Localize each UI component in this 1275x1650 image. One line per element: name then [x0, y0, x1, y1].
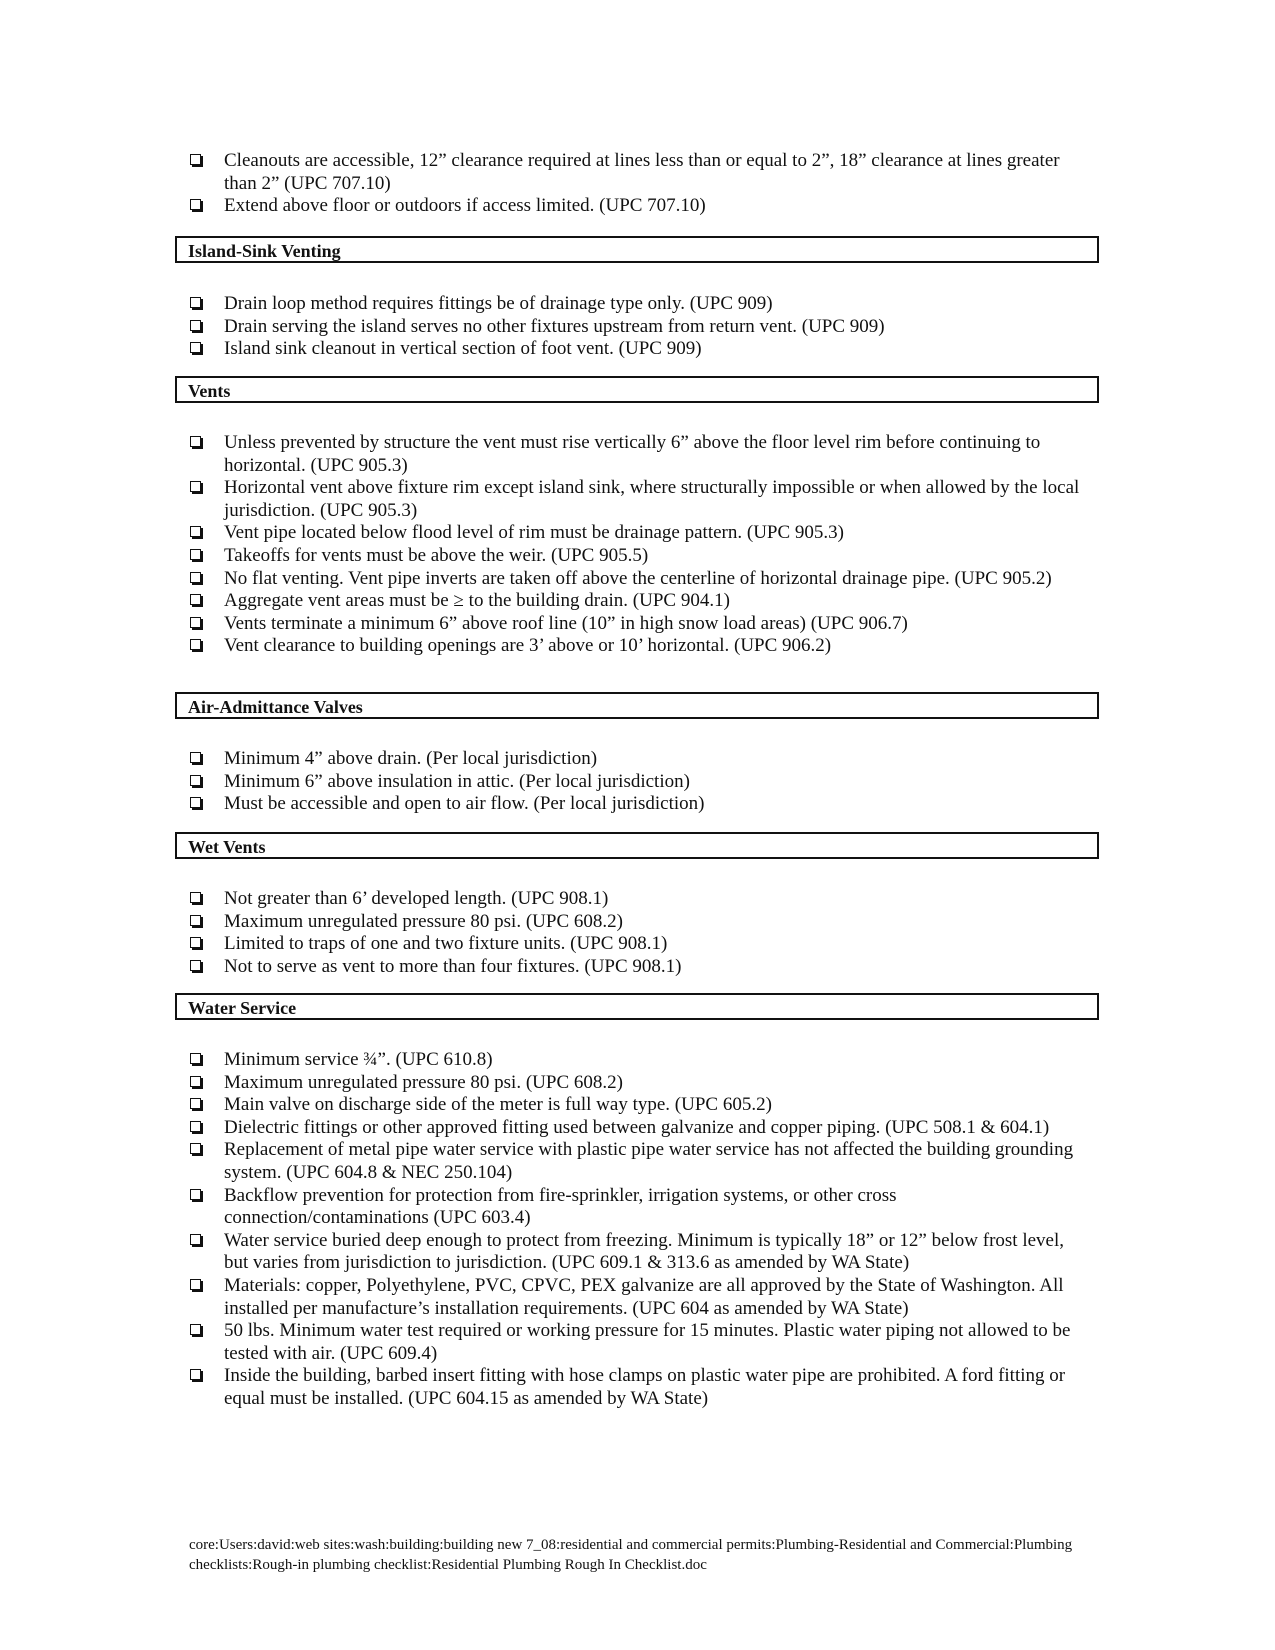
checklist-item — [190, 1320, 1090, 1365]
checklist-item-text: Drain serving the island serves no other fixtures upstream from return vent. (UPC 909) — [224, 315, 885, 337]
checklist-item-text: Island sink cleanout in vertical section of foot vent. (UPC 909) — [224, 338, 702, 360]
checklist-item — [190, 1139, 1090, 1184]
checkbox-icon[interactable] — [190, 752, 201, 763]
checklist-item-text: Horizontal vent above fixture rim except island sink, where structurally impossible or when allowed by the local jurisdiction. (UPC 905.3) — [224, 477, 1080, 521]
checklist-item-text: Unless prevented by structure the vent must rise vertically 6” above the floor level rim before continuing to horizontal. (UPC 905.3) — [224, 432, 1041, 476]
checkbox-icon[interactable] — [190, 960, 201, 971]
section-vents — [175, 376, 1099, 403]
checklist-item-text: Not to serve as vent to more than four fixtures. (UPC 908.1) — [224, 955, 682, 977]
checklist-item-text: Backflow prevention for protection from fire-sprinkler, irrigation systems, or other cross connection/contaminations (UPC 603.4) — [224, 1184, 897, 1229]
checklist-item-text: Inside the building, barbed insert fitting with hose clamps on plastic water pipe are prohibited. A ford fitting or equal must be installed. (UPC 604.15 as amended by WA State) — [224, 1365, 1066, 1409]
checklist-item — [190, 195, 1090, 218]
checkbox-icon[interactable] — [190, 320, 201, 331]
checklist-item-text: Drain loop method requires fittings be of drainage type only. (UPC 909) — [224, 293, 773, 314]
checklist-item-text: Maximum unregulated pressure 80 psi. (UPC 608.2) — [224, 910, 623, 932]
checklist-item-text: Minimum service ¾”. (UPC 610.8) — [224, 1049, 493, 1070]
document-path-footer: core:Users:david:web sites:wash:building:building new 7_08:residential and commercial permits:Plumbing-Residential and Commercial:Plumbing checklists:Rough-in plumbing checklist:Residential Plumbing Rough In Checklist.doc — [189, 1537, 1073, 1573]
checkbox-icon[interactable] — [190, 915, 201, 926]
checklist-item-text: Maximum unregulated pressure 80 psi. (UPC 608.2) — [224, 1071, 623, 1093]
checklist-item — [190, 1094, 1090, 1117]
checklist-item — [190, 316, 1090, 339]
checkbox-icon[interactable] — [190, 617, 201, 628]
section-title: Wet Vents — [188, 837, 266, 857]
section-water-service — [175, 993, 1099, 1020]
checklist-item — [190, 911, 1090, 934]
checkbox-icon[interactable] — [190, 775, 201, 786]
checkbox-icon[interactable] — [190, 342, 201, 353]
checklist-item-text: Minimum 4” above drain. (Per local jurisdiction) — [224, 748, 598, 769]
checklist-item-text: Not greater than 6’ developed length. (UPC 908.1) — [224, 888, 609, 909]
checklist-item-text: Cleanouts are accessible, 12” clearance required at lines less than or equal to 2”, 18” clearance at lines greater than 2” (UPC 707.10) — [224, 150, 1060, 194]
checklist-item — [190, 1275, 1090, 1320]
checklist-item — [190, 1049, 1090, 1072]
checklist-item-text: Replacement of metal pipe water service with plastic pipe water service has not affected the building grounding system. (UPC 604.8 & NEC 250.104) — [224, 1139, 1074, 1183]
checkbox-icon[interactable] — [190, 1076, 201, 1087]
checkbox-icon[interactable] — [190, 594, 201, 605]
air-admittance-valves-list — [190, 748, 1090, 816]
checklist-item-text: Minimum 6” above insulation in attic. (Per local jurisdiction) — [224, 770, 690, 792]
checklist-item-text: Aggregate vent areas must be ≥ to the building drain. (UPC 904.1) — [224, 590, 730, 612]
checkbox-icon[interactable] — [190, 1234, 201, 1245]
checklist-item — [190, 568, 1090, 591]
water-service-list — [190, 1049, 1090, 1411]
checkbox-icon[interactable] — [190, 199, 201, 210]
checklist-item-text: No flat venting. Vent pipe inverts are taken off above the centerline of horizontal drainage pipe. (UPC 905.2) — [224, 567, 1052, 589]
checkbox-icon[interactable] — [190, 1098, 201, 1109]
checkbox-icon[interactable] — [190, 892, 201, 903]
checkbox-icon[interactable] — [190, 297, 201, 308]
checkbox-icon[interactable] — [190, 1189, 201, 1200]
checklist-item — [190, 613, 1090, 636]
checklist-item — [190, 1072, 1090, 1095]
checklist-item-text: Materials: copper, Polyethylene, PVC, CPVC, PEX galvanize are all approved by the State of Washington. All installed per manufacture’s installation requirements. (UPC 604 as amended by WA State) — [224, 1274, 1064, 1319]
section-island-sink-venting — [175, 236, 1099, 263]
checklist-item — [190, 793, 1090, 816]
checklist-item — [190, 748, 1090, 771]
checklist-item — [190, 590, 1090, 613]
section-title: Air-Admittance Valves — [188, 697, 363, 717]
checklist-item-text: Vent clearance to building openings are 3’ above or 10’ horizontal. (UPC 906.2) — [224, 635, 832, 657]
checklist-item-text: Vent pipe located below flood level of rim must be drainage pattern. (UPC 905.3) — [224, 522, 844, 544]
checkbox-icon[interactable] — [190, 526, 201, 537]
checklist-item — [190, 933, 1090, 956]
checklist-item-text: Dielectric fittings or other approved fitting used between galvanize and copper piping. (UPC 508.1 & 604.1) — [224, 1116, 1050, 1138]
checkbox-icon[interactable] — [190, 572, 201, 583]
wet-vents-list — [190, 888, 1090, 978]
checkbox-icon[interactable] — [190, 549, 201, 560]
section-title: Vents — [188, 381, 231, 401]
checkbox-icon[interactable] — [190, 1143, 201, 1154]
checkbox-icon[interactable] — [190, 1121, 201, 1132]
checklist-item — [190, 432, 1090, 477]
checkbox-icon[interactable] — [190, 481, 201, 492]
section-wet-vents — [175, 832, 1099, 859]
checklist-item — [190, 1230, 1090, 1275]
section-title: Island-Sink Venting — [188, 241, 341, 261]
checklist-item — [190, 1117, 1090, 1140]
checkbox-icon[interactable] — [190, 154, 201, 165]
checkbox-icon[interactable] — [190, 1369, 201, 1380]
checkbox-icon[interactable] — [190, 937, 201, 948]
checklist-item — [190, 338, 1090, 361]
checklist-item — [190, 522, 1090, 545]
checkbox-icon[interactable] — [190, 1279, 201, 1290]
checkbox-icon[interactable] — [190, 1053, 201, 1064]
vents-list — [190, 432, 1090, 658]
checklist-item — [190, 771, 1090, 794]
checklist-item — [190, 150, 1090, 195]
checklist-item — [190, 545, 1090, 568]
cleanouts-list — [190, 150, 1090, 218]
checklist-item — [190, 888, 1090, 911]
checklist-item — [190, 293, 1090, 316]
island-sink-venting-list — [190, 293, 1090, 361]
checklist-item-text: Vents terminate a minimum 6” above roof line (10” in high snow load areas) (UPC 906.7) — [224, 612, 908, 634]
checklist-item-text: Must be accessible and open to air flow. (Per local jurisdiction) — [224, 793, 705, 815]
checklist-item-text: Main valve on discharge side of the meter is full way type. (UPC 605.2) — [224, 1094, 772, 1116]
checkbox-icon[interactable] — [190, 639, 201, 650]
checklist-item-text: Limited to traps of one and two fixture units. (UPC 908.1) — [224, 933, 668, 955]
checklist-item — [190, 956, 1090, 979]
checklist-item — [190, 477, 1090, 522]
checkbox-icon[interactable] — [190, 436, 201, 447]
checkbox-icon[interactable] — [190, 1324, 201, 1335]
section-title: Water Service — [188, 998, 297, 1018]
section-air-admittance-valves — [175, 692, 1099, 719]
checklist-item-text: 50 lbs. Minimum water test required or working pressure for 15 minutes. Plastic water piping not allowed to be tested with air. (UPC 609.4) — [224, 1320, 1071, 1364]
checklist-item — [190, 635, 1090, 658]
checklist-item-text: Takeoffs for vents must be above the weir. (UPC 905.5) — [224, 544, 649, 566]
checklist-item-text: Extend above floor or outdoors if access limited. (UPC 707.10) — [224, 195, 706, 217]
checklist-item — [190, 1185, 1090, 1230]
checklist-item — [190, 1365, 1090, 1410]
checkbox-icon[interactable] — [190, 797, 201, 808]
checklist-item-text: Water service buried deep enough to protect from freezing. Minimum is typically 18” or 12” below frost level, but varies from jurisdiction to jurisdiction. (UPC 609.1 & 313.6 as amended by WA State) — [224, 1229, 1065, 1274]
